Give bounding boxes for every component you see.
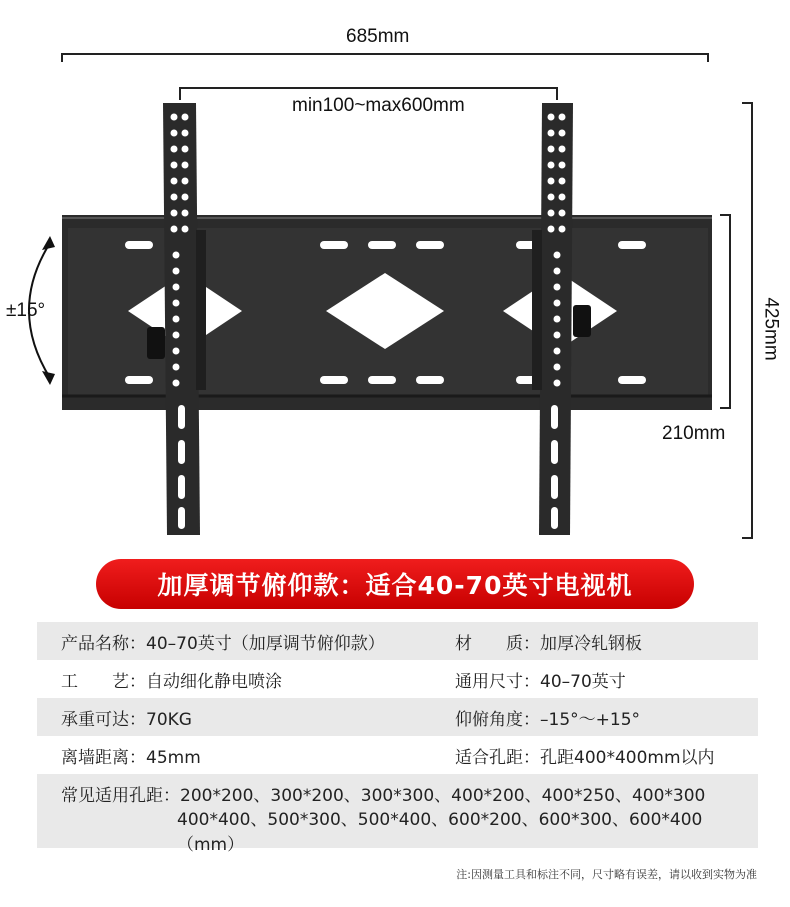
spec-size: 通用尺寸：40–70英寸 xyxy=(455,671,626,692)
spec-common-holes-cont: 400*400、500*300、500*400、600*200、600*300、600*400（mm） xyxy=(177,810,703,855)
spec-row xyxy=(37,622,758,660)
height-label: 425mm xyxy=(760,297,782,361)
spec-process: 工 艺：自动细化静电喷涂 xyxy=(61,671,282,692)
plate-dimension-line xyxy=(720,215,730,408)
spec-row xyxy=(37,810,758,855)
adjust-range-label: min100~max600mm xyxy=(292,95,465,116)
total-width-label: 685mm xyxy=(346,26,410,47)
spec-tilt-angle: 仰俯角度：–15°～+15° xyxy=(455,709,641,730)
product-banner: 加厚调节俯仰款：适合40-70英寸电视机 xyxy=(96,559,694,609)
spec-product-name: 产品名称：40–70英寸（加厚调节俯仰款） xyxy=(61,633,385,654)
spec-material: 材 质：加厚冷轧钢板 xyxy=(455,633,642,654)
spec-table xyxy=(37,622,758,855)
right-knob xyxy=(573,305,591,337)
tilt-label: ±15° xyxy=(6,300,46,321)
right-vertical-arm xyxy=(532,103,591,535)
plate-height-label: 210mm xyxy=(662,423,726,444)
measurement-note: 注:因测量工具和标注不同，尺寸略有误差，请以收到实物为准 xyxy=(456,868,757,881)
spec-row xyxy=(37,736,758,774)
spec-row xyxy=(37,660,758,698)
spec-common-holes: 常见适用孔距：200*200、300*200、300*300、400*200、400*250、400*300 xyxy=(61,785,706,806)
spec-hole-spacing: 适合孔距：孔距400*400mm以内 xyxy=(455,747,715,768)
height-dimension-line xyxy=(742,103,752,538)
spec-load: 承重可达：70KG xyxy=(61,709,192,730)
left-knob xyxy=(147,327,165,359)
spec-wall-distance: 离墙距离：45mm xyxy=(61,747,201,768)
spec-row xyxy=(37,698,758,736)
width-dimension-line xyxy=(62,54,708,62)
